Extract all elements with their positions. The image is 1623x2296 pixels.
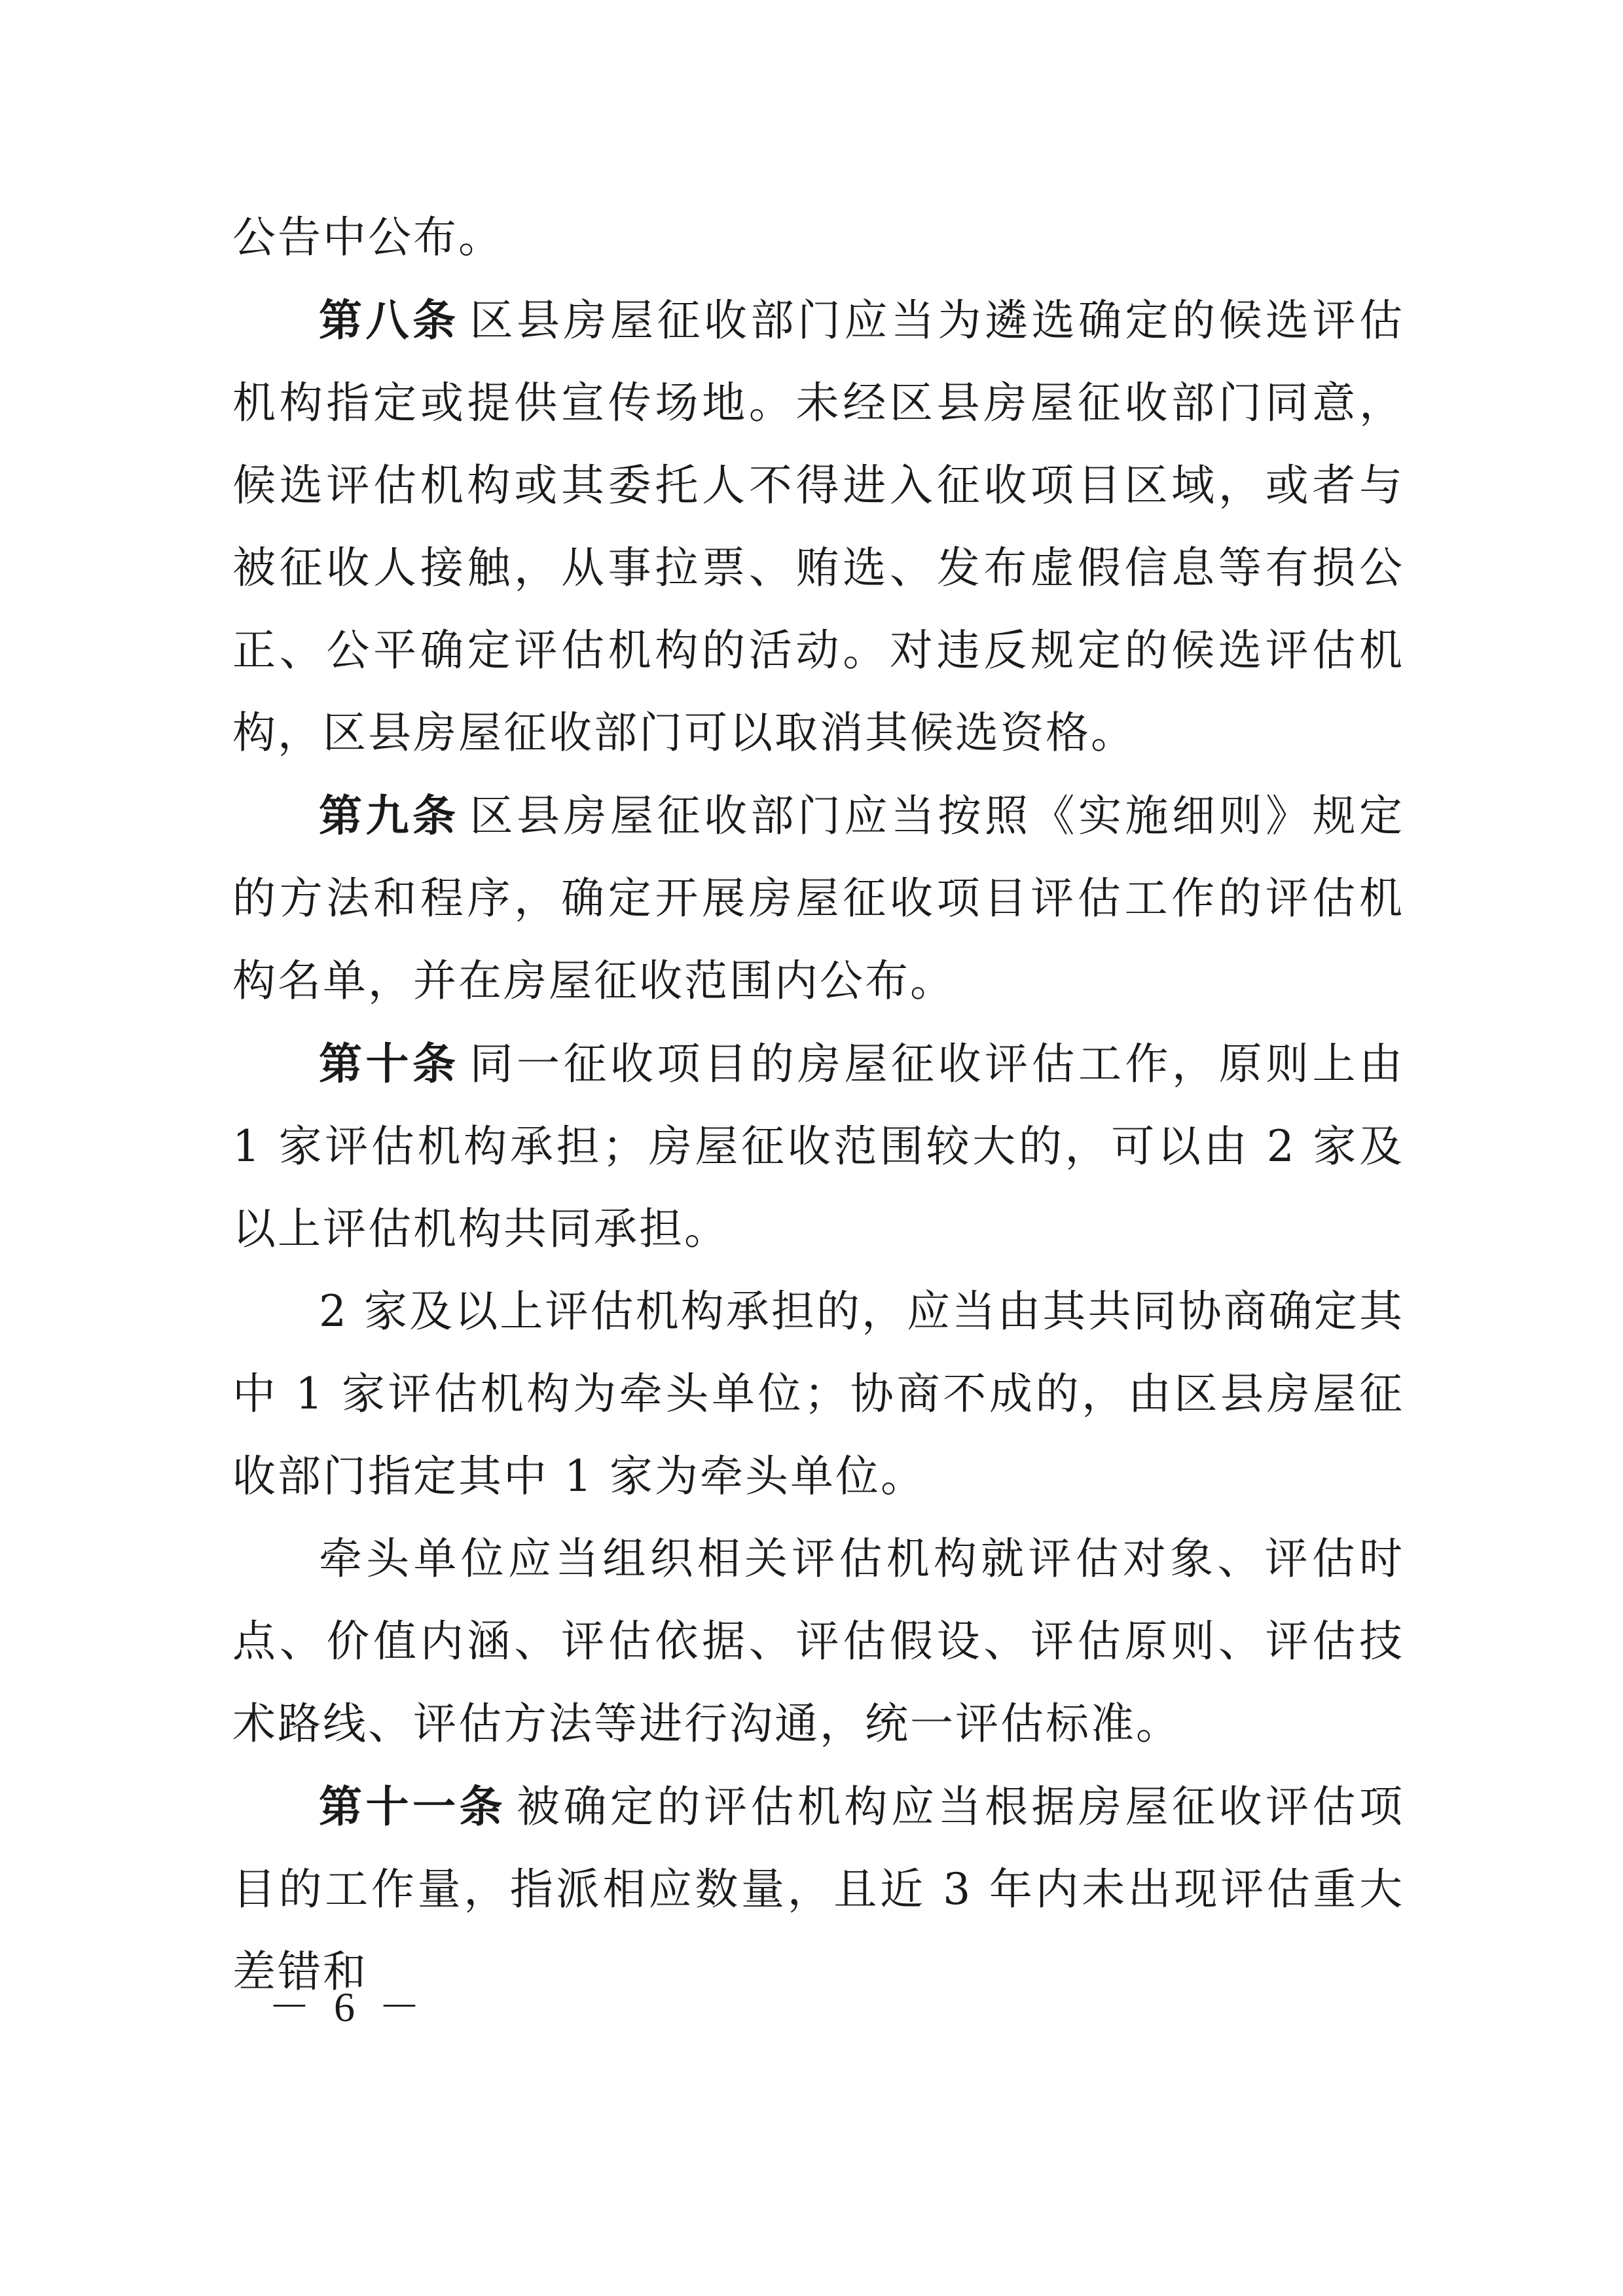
paragraph <box>232 1518 1404 1765</box>
paragraph <box>232 1270 1404 1518</box>
paragraph-text: 公告中公布。 <box>232 212 503 262</box>
paragraph-text: 牵头单位应当组织相关评估机构就评估对象、评估时点、价值内涵、评估依据、评估假设、评估原则、评估技术路线、评估方法等进行沟通，统一评估标准。 <box>232 1534 1404 1749</box>
article-heading: 第十一条 <box>319 1781 506 1832</box>
paragraph-text: 被确定的评估机构应当根据房屋征收评估项目的工作量，指派相应数量，且近 3 年内未出现评估重大差错和 <box>232 1782 1404 1997</box>
paragraph-text: 同一征收项目的房屋征收评估工作，原则上由 1 家评估机构承担；房屋征收范围较大的，可以由 2 家及以上评估机构共同承担。 <box>232 1039 1404 1254</box>
paragraph <box>232 774 1404 1022</box>
article-heading: 第九条 <box>319 790 460 841</box>
article-heading: 第十条 <box>319 1038 460 1089</box>
paragraph <box>232 1022 1404 1270</box>
paragraph-text: 区县房屋征收部门应当按照《实施细则》规定的方法和程序，确定开展房屋征收项目评估工作的评估机构名单，并在房屋征收范围内公布。 <box>232 791 1404 1006</box>
article-heading: 第八条 <box>319 295 460 346</box>
paragraph-text: 区县房屋征收部门应当为遴选确定的候选评估机构指定或提供宣传场地。未经区县房屋征收部门同意，候选评估机构或其委托人不得进入征收项目区域，或者与被征收人接触，从事拉票、贿选、发布虚假信息等有损公正、公平确定评估机构的活动。对违反规定的候选评估机构，区县房屋征收部门可以取消其候选资格。 <box>232 295 1404 758</box>
paragraph-text: 2 家及以上评估机构承担的，应当由其共同协商确定其中 1 家评估机构为牵头单位；协商不成的，由区县房屋征收部门指定其中 1 家为牵头单位。 <box>232 1286 1404 1501</box>
document-body <box>232 196 1404 2013</box>
page-number: － 6 － <box>268 1984 427 2030</box>
paragraph <box>232 196 1404 279</box>
paragraph <box>232 279 1404 774</box>
